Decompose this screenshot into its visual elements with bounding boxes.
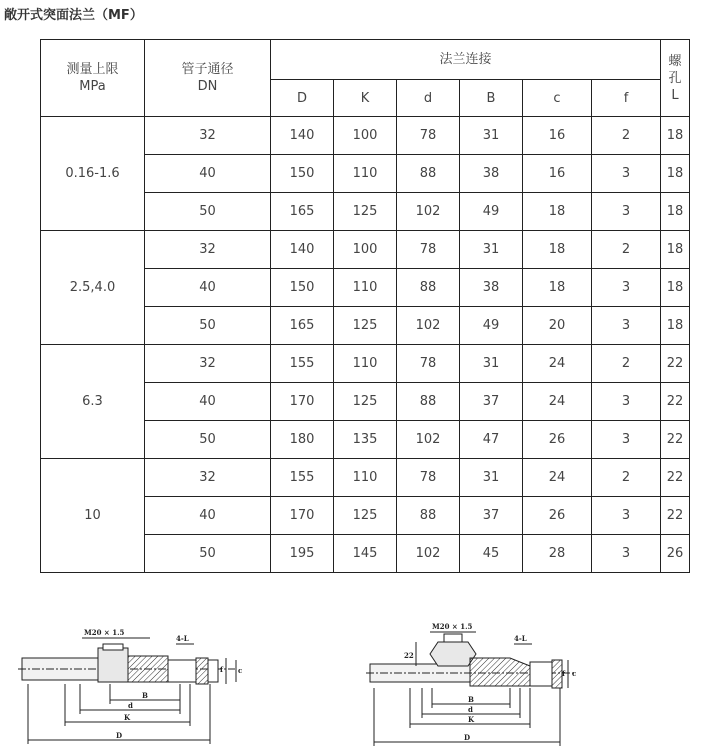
cell-D: 170 (271, 497, 334, 535)
table-row (41, 459, 690, 497)
cell-L: 18 (661, 269, 690, 307)
dn-cell: 40 (145, 383, 271, 421)
cell-B: 31 (460, 459, 523, 497)
cell-f: 2 (592, 459, 661, 497)
cell-B: 49 (460, 307, 523, 345)
dim-D: D (116, 731, 123, 740)
cell-f: 3 (592, 269, 661, 307)
cell-D: 155 (271, 459, 334, 497)
hex-nut (430, 642, 476, 666)
cell-d: 78 (397, 231, 460, 269)
cell-c: 28 (523, 535, 592, 573)
cell-c: 24 (523, 383, 592, 421)
cell-d: 78 (397, 459, 460, 497)
flange-section (128, 656, 168, 682)
cell-D: 150 (271, 155, 334, 193)
header-dn: 管子通径 DN (145, 40, 271, 117)
pressure-cell: 10 (41, 459, 145, 573)
cell-f: 3 (592, 155, 661, 193)
cell-B: 31 (460, 117, 523, 155)
cell-L: 18 (661, 307, 690, 345)
cell-D: 150 (271, 269, 334, 307)
cell-B: 31 (460, 231, 523, 269)
cell-K: 100 (334, 231, 397, 269)
cell-D: 165 (271, 307, 334, 345)
cell-c: 20 (523, 307, 592, 345)
header-col-d: d (397, 80, 460, 117)
cell-c: 18 (523, 193, 592, 231)
bolt-label: 4-L (176, 634, 189, 643)
cell-c: 26 (523, 497, 592, 535)
cell-c: 18 (523, 231, 592, 269)
header-col-f: f (592, 80, 661, 117)
cell-B: 38 (460, 269, 523, 307)
header-bolt-hole: 螺 孔 L (661, 40, 690, 117)
cell-K: 125 (334, 193, 397, 231)
cell-c: 16 (523, 155, 592, 193)
dn-cell: 32 (145, 117, 271, 155)
cell-D: 165 (271, 193, 334, 231)
f-label: f (220, 665, 224, 674)
cell-d: 88 (397, 269, 460, 307)
dn-cell: 40 (145, 155, 271, 193)
cell-B: 37 (460, 383, 523, 421)
dim-B: B (142, 691, 148, 700)
thread-label: M20 × 1.5 (432, 622, 473, 631)
cell-B: 45 (460, 535, 523, 573)
flange-drawing-right (360, 600, 585, 755)
cell-f: 3 (592, 193, 661, 231)
cell-L: 18 (661, 155, 690, 193)
dn-cell: 32 (145, 231, 271, 269)
cell-B: 47 (460, 421, 523, 459)
cell-D: 170 (271, 383, 334, 421)
table-row (41, 345, 690, 383)
header-flange: 法兰连接 (271, 40, 661, 80)
cell-f: 3 (592, 421, 661, 459)
cell-K: 125 (334, 307, 397, 345)
dn-cell: 50 (145, 421, 271, 459)
cell-K: 110 (334, 269, 397, 307)
cell-D: 180 (271, 421, 334, 459)
dim-B: B (468, 695, 474, 704)
f-label: f (562, 669, 566, 678)
cell-K: 110 (334, 345, 397, 383)
pressure-cell: 0.16-1.6 (41, 117, 145, 231)
cell-K: 110 (334, 155, 397, 193)
cell-K: 125 (334, 497, 397, 535)
cell-d: 88 (397, 383, 460, 421)
dim-d: d (468, 705, 473, 714)
dim-d: d (128, 701, 133, 710)
dn-cell: 32 (145, 345, 271, 383)
cell-c: 26 (523, 421, 592, 459)
cell-L: 22 (661, 383, 690, 421)
cell-D: 195 (271, 535, 334, 573)
dim-D: D (464, 733, 471, 742)
pressure-cell: 6.3 (41, 345, 145, 459)
cell-f: 3 (592, 535, 661, 573)
dn-cell: 40 (145, 497, 271, 535)
dim-K: K (124, 713, 131, 722)
bolt-label: 4-L (514, 634, 527, 643)
dn-cell: 50 (145, 193, 271, 231)
cell-f: 2 (592, 231, 661, 269)
cell-L: 22 (661, 421, 690, 459)
cell-K: 125 (334, 383, 397, 421)
cell-c: 16 (523, 117, 592, 155)
dim-K: K (468, 715, 475, 724)
header-col-D: D (271, 80, 334, 117)
header-col-B: B (460, 80, 523, 117)
cell-f: 3 (592, 383, 661, 421)
cell-f: 2 (592, 345, 661, 383)
cell-d: 88 (397, 497, 460, 535)
dn-cell: 32 (145, 459, 271, 497)
cell-D: 140 (271, 231, 334, 269)
cell-f: 3 (592, 497, 661, 535)
flange-spec-table (40, 39, 690, 573)
dn-cell: 50 (145, 535, 271, 573)
cell-L: 22 (661, 497, 690, 535)
cell-K: 100 (334, 117, 397, 155)
drawings-area (0, 600, 704, 755)
cell-K: 145 (334, 535, 397, 573)
c-label: c (572, 669, 577, 678)
cell-c: 18 (523, 269, 592, 307)
dn-cell: 50 (145, 307, 271, 345)
cell-L: 22 (661, 459, 690, 497)
cell-D: 140 (271, 117, 334, 155)
cell-f: 3 (592, 307, 661, 345)
cell-L: 18 (661, 117, 690, 155)
cell-d: 102 (397, 421, 460, 459)
cell-d: 102 (397, 535, 460, 573)
cell-L: 26 (661, 535, 690, 573)
height-label: 22 (404, 651, 414, 660)
cell-B: 37 (460, 497, 523, 535)
cell-B: 38 (460, 155, 523, 193)
c-label: c (238, 666, 243, 675)
cell-c: 24 (523, 345, 592, 383)
cell-d: 78 (397, 345, 460, 383)
table-row (41, 117, 690, 155)
cell-c: 24 (523, 459, 592, 497)
table-row (41, 231, 690, 269)
header-col-c: c (523, 80, 592, 117)
flange-drawing-left (10, 600, 250, 755)
cell-L: 18 (661, 231, 690, 269)
cell-K: 135 (334, 421, 397, 459)
thread-label: M20 × 1.5 (84, 628, 125, 637)
cell-B: 49 (460, 193, 523, 231)
cell-D: 155 (271, 345, 334, 383)
page-title: 敞开式突面法兰（MF） (4, 8, 143, 23)
pressure-cell: 2.5,4.0 (41, 231, 145, 345)
union-nut (98, 648, 128, 682)
cell-L: 18 (661, 193, 690, 231)
cell-d: 88 (397, 155, 460, 193)
cell-d: 102 (397, 307, 460, 345)
header-pressure: 测量上限 MPa (41, 40, 145, 117)
header-col-K: K (334, 80, 397, 117)
cell-L: 22 (661, 345, 690, 383)
flange-section (470, 658, 530, 686)
cell-K: 110 (334, 459, 397, 497)
dn-cell: 40 (145, 269, 271, 307)
cell-f: 2 (592, 117, 661, 155)
cell-B: 31 (460, 345, 523, 383)
cell-d: 78 (397, 117, 460, 155)
cell-d: 102 (397, 193, 460, 231)
